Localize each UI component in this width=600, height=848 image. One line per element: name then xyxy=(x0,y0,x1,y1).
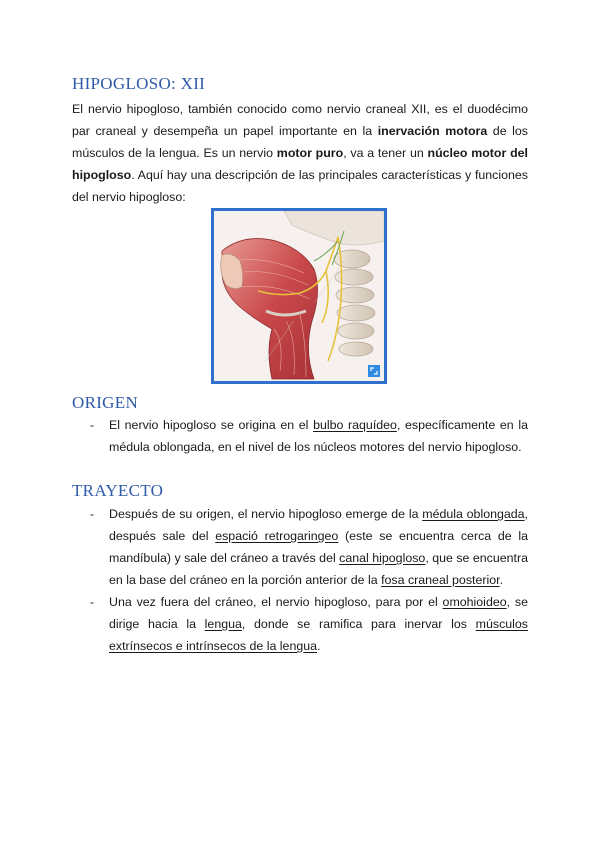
list-item xyxy=(90,414,528,458)
list-item xyxy=(90,503,528,591)
trayecto-item-2-text-4: . xyxy=(317,639,321,653)
underline-omohioideo: omohioideo xyxy=(442,595,507,609)
list-item xyxy=(90,591,528,657)
trayecto-item-1-text-5: . xyxy=(499,573,504,587)
trayecto-item-1-text-1: Después de su origen, el nervio hipogloso emerge de la xyxy=(109,507,423,521)
underline-espacio-retrogaringeo: espació retrogaringeo xyxy=(215,529,339,543)
link-bulbo-raquideo: bulbo raquídeo xyxy=(313,418,397,432)
origen-item-1-text-1: El nervio hipogloso se origina en el xyxy=(109,418,314,432)
intro-text-3: , va a tener un xyxy=(343,146,428,160)
intro-text-4: . Aquí hay una descripción de las principales características y funciones del nervio hipogloso: xyxy=(72,168,528,204)
intro-bold-3: núcleo motor del hipogloso xyxy=(72,146,528,182)
trayecto-item-2-text-2: , se dirige hacia la xyxy=(109,595,528,631)
intro-text-1: El nervio hipogloso, también conocido como nervio craneal XII, es el duodécimo par craneal y desempeña un papel importante en la xyxy=(72,102,528,138)
intro-text-2: de los músculos de la lengua. Es un nervio xyxy=(72,124,528,160)
trayecto-item-2-text-3: , donde se ramifica para inervar los xyxy=(241,617,476,631)
underline-canal-hipogloso: canal hipogloso xyxy=(339,551,426,565)
anatomy-illustration xyxy=(211,208,387,384)
hypoglossal-nerve-illustration xyxy=(214,211,384,381)
section-title-trayecto: TRAYECTO xyxy=(72,481,164,500)
trayecto-item-1-text-4: , que se encuentra en la base del cráneo en la porción anterior de la xyxy=(109,551,528,587)
underline-fosa-craneal-posterior: fosa craneal posterior xyxy=(381,573,500,587)
trayecto-list xyxy=(90,503,528,657)
intro-paragraph xyxy=(72,98,528,208)
trayecto-item-1-text-3: (este se encuentra cerca de la mandíbula) y sale del cráneo a través del xyxy=(109,529,528,565)
origen-item-1-text-2: , específicamente en la médula oblongada, en el nivel de los núcleos motores del nervio hipogloso. xyxy=(109,418,528,454)
expand-icon[interactable] xyxy=(368,365,380,377)
intro-bold-2: motor puro xyxy=(276,146,344,160)
trayecto-item-2-text-1: Una vez fuera del cráneo, el nervio hipogloso, para por el xyxy=(109,595,443,609)
underline-lengua: lengua xyxy=(204,617,242,631)
underline-musculos-lengua: músculos extrínsecos e intrínsecos de la lengua xyxy=(109,617,528,653)
underline-medula-oblongada: médula oblongada xyxy=(422,507,525,521)
intro-bold-1: inervación motora xyxy=(377,124,488,138)
trayecto-item-1-text-2: , después sale del xyxy=(109,507,528,543)
page-title: HIPOGLOSO: XII xyxy=(72,74,206,93)
section-title-origen: ORIGEN xyxy=(72,393,139,412)
origen-list xyxy=(90,414,528,458)
